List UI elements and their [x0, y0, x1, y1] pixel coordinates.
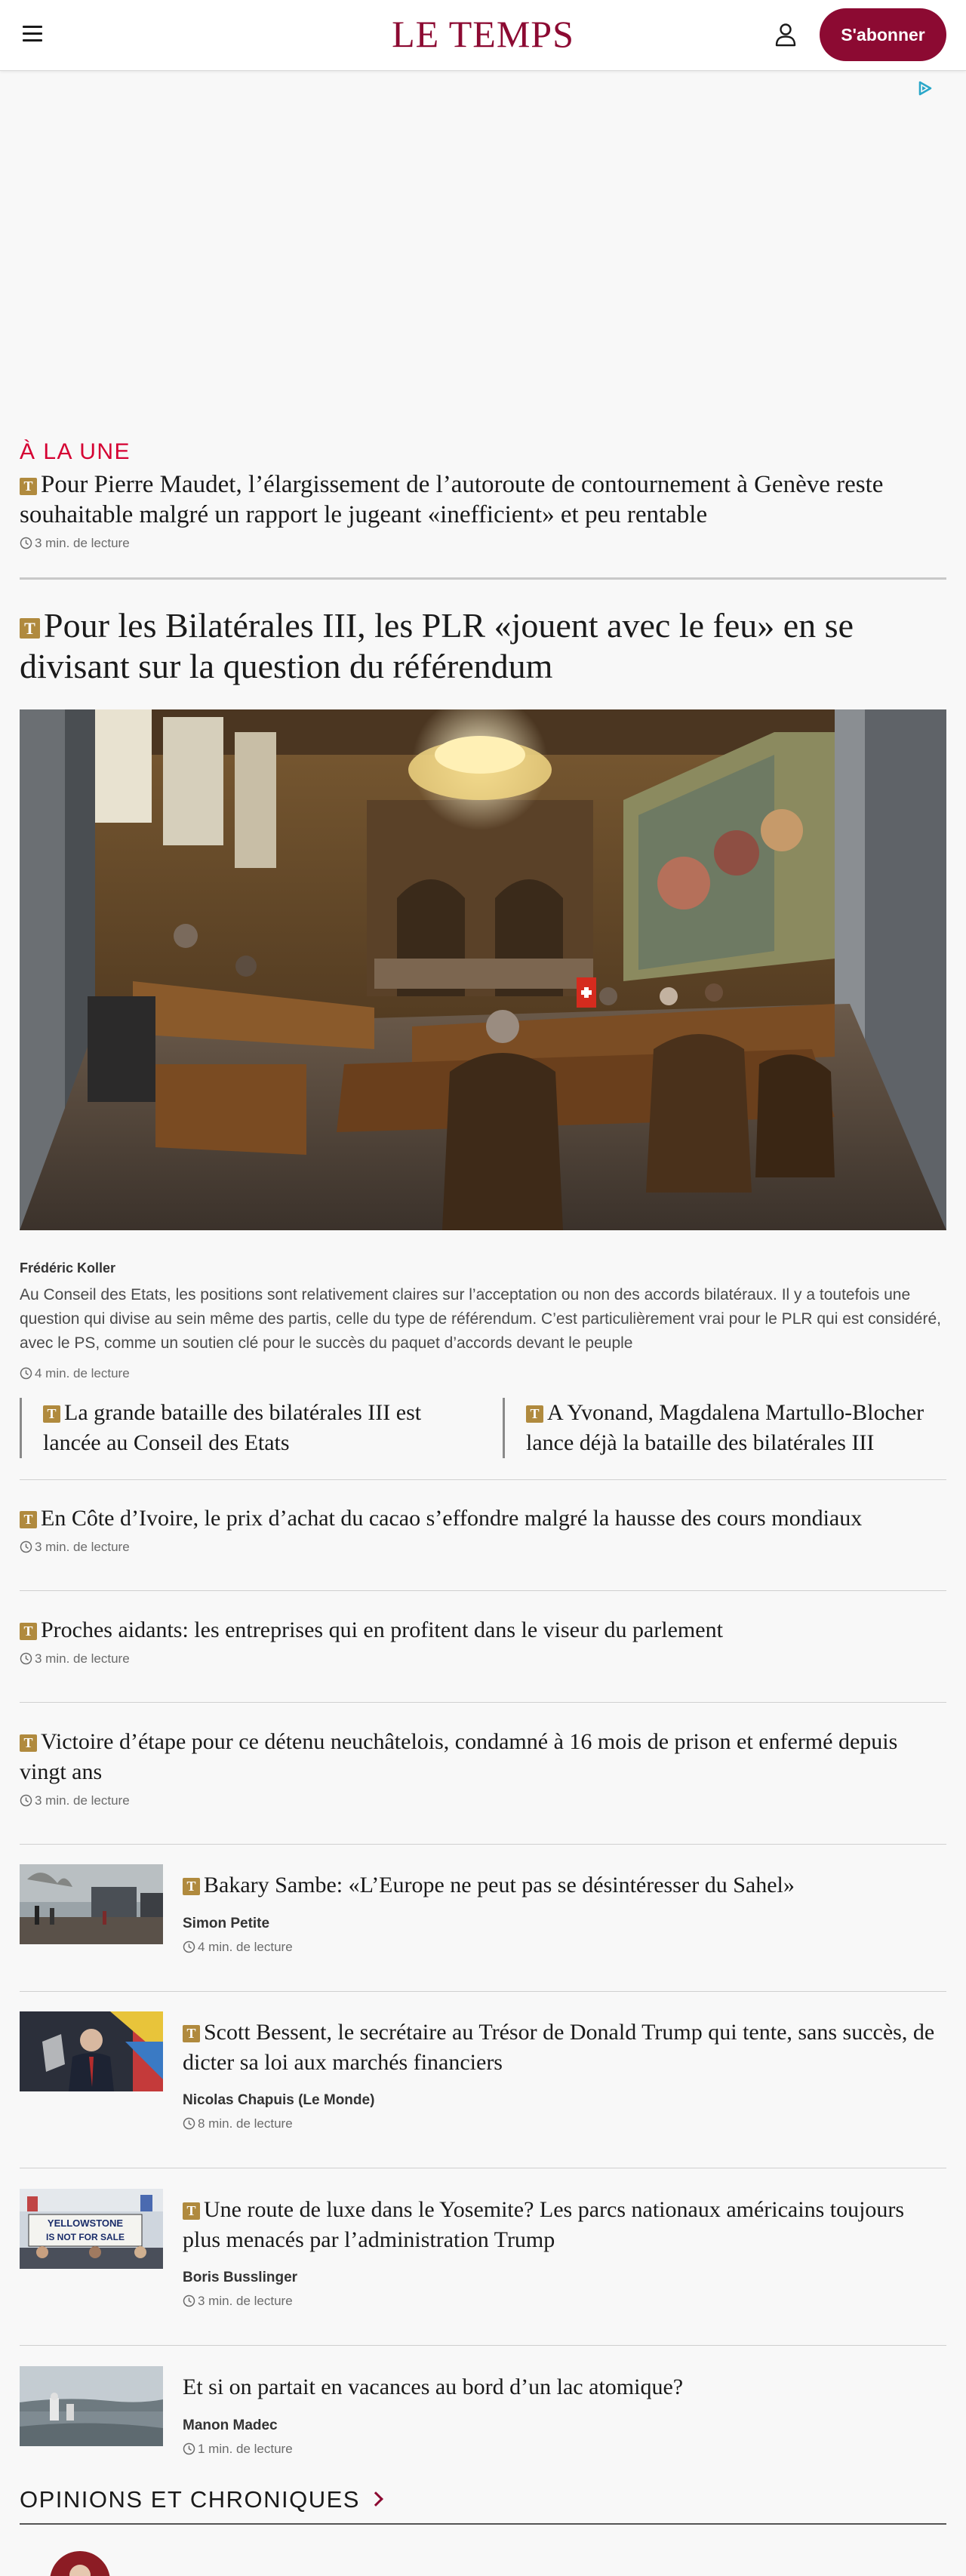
premium-icon: T: [526, 1405, 543, 1423]
clock-icon: [183, 2294, 195, 2307]
lead-article-image[interactable]: [20, 709, 946, 1230]
article-read-time: [20, 1651, 130, 1667]
divider: [20, 2345, 946, 2346]
article-title: Proches aidants: les entreprises qui en profitent dans le viseur du parlement: [41, 1617, 723, 1642]
protest-sign-text-2: IS NOT FOR SALE: [45, 2232, 125, 2242]
top-article-headline[interactable]: [20, 469, 946, 530]
user-account-icon[interactable]: [774, 23, 797, 47]
article-thumbnail[interactable]: [20, 2189, 163, 2269]
clock-icon: [20, 1367, 32, 1380]
article-headline[interactable]: [183, 1870, 946, 1900]
read-time-text: 1 min. de lecture: [198, 2442, 293, 2456]
article-title: En Côte d’Ivoire, le prix d’achat du cacao s’effondre malgré la hausse des cours mondiaux: [41, 1506, 863, 1531]
article-headline[interactable]: [183, 2372, 946, 2402]
read-time-text: 3 min. de lecture: [35, 1540, 130, 1554]
adchoices-icon[interactable]: [916, 80, 933, 97]
premium-icon: T: [20, 1734, 37, 1752]
top-article-title: Pour Pierre Maudet, l’élargissement de l’autoroute de contournement à Genève reste souhaitable malgré un rapport le jugeant «inefficient» et peu rentable: [20, 471, 884, 528]
section-label-a-la-une: À LA UNE: [20, 439, 131, 464]
article-author[interactable]: Nicolas Chapuis (Le Monde): [183, 2092, 375, 2108]
divider: [20, 1844, 946, 1845]
divider: [20, 1479, 946, 1480]
premium-icon: T: [43, 1405, 60, 1423]
related-article-title: A Yvonand, Magdalena Martullo-Blocher lance déjà la bataille des bilatérales III: [526, 1400, 924, 1455]
article-title: Et si on partait en vacances au bord d’un lac atomique?: [183, 2374, 684, 2399]
article-headline[interactable]: [20, 1615, 946, 1645]
advertisement-slot: [0, 71, 966, 426]
read-time-text: 4 min. de lecture: [35, 1366, 130, 1380]
divider: [20, 1991, 946, 1992]
clock-icon: [20, 1540, 32, 1553]
article-title: Victoire d’étape pour ce détenu neuchâtelois, condamné à 16 mois de prison et enfermé depuis vingt ans: [20, 1729, 898, 1784]
menu-icon[interactable]: [23, 26, 42, 42]
read-time-text: 3 min. de lecture: [35, 536, 130, 550]
premium-icon: T: [20, 618, 40, 639]
columnist-avatar[interactable]: [50, 2551, 110, 2576]
divider: [20, 1590, 946, 1591]
article-read-time: [183, 2442, 293, 2457]
article-thumbnail[interactable]: [20, 2011, 163, 2091]
clock-icon: [20, 1794, 32, 1807]
article-thumbnail[interactable]: [20, 2366, 163, 2446]
article-headline[interactable]: [20, 1503, 946, 1534]
related-article-1[interactable]: [20, 1398, 442, 1458]
top-article-read-time: [20, 536, 130, 551]
lead-article-description: Au Conseil des Etats, les positions sont relativement claires sur l’acceptation ou non des accords bilatéraux. Il y a toutefois une question qui divise au sein même des partis, celle du type de référendum. C’est particulièrement vrai pour le PLR qui est considéré, avec le PS, comme un soutien clé pour le succès du paquet d’accords devant le peuple: [20, 1286, 941, 1352]
read-time-text: 3 min. de lecture: [35, 1793, 130, 1808]
lead-article-headline[interactable]: [20, 605, 946, 687]
top-navigation-bar: [0, 0, 966, 71]
lead-article-title: Pour les Bilatérales III, les PLR «jouent avec le feu» en se divisant sur la question du référendum: [20, 606, 854, 685]
article-title: Bakary Sambe: «L’Europe ne peut pas se désintéresser du Sahel»: [204, 1873, 795, 1897]
article-read-time: [20, 1540, 130, 1555]
related-article-title: La grande bataille des bilatérales III est lancée au Conseil des Etats: [43, 1400, 422, 1455]
article-thumbnail[interactable]: [20, 1864, 163, 1944]
read-time-text: 4 min. de lecture: [198, 1940, 293, 1954]
clock-icon: [20, 537, 32, 549]
article-headline[interactable]: [183, 2195, 946, 2255]
article-headline[interactable]: [20, 1727, 946, 1787]
chevron-right-icon: [368, 2491, 383, 2507]
article-title: Scott Bessent, le secrétaire au Trésor de Donald Trump qui tente, sans succès, de dicter sa loi aux marchés financiers: [183, 2020, 935, 2075]
article-read-time: [20, 1793, 130, 1808]
article-title: Une route de luxe dans le Yosemite? Les parcs nationaux américains toujours plus menacés par l’administration Trump: [183, 2197, 905, 2252]
clock-icon: [183, 2117, 195, 2130]
related-article-2[interactable]: [503, 1398, 948, 1458]
protest-sign-text-1: YELLOWSTONE: [47, 2217, 124, 2229]
premium-icon: T: [183, 2202, 200, 2220]
premium-icon: T: [20, 1623, 37, 1640]
clock-icon: [183, 2442, 195, 2455]
clock-icon: [183, 1940, 195, 1953]
premium-icon: T: [20, 478, 37, 495]
opinions-section-title: OPINIONS ET CHRONIQUES: [20, 2486, 360, 2513]
clock-icon: [20, 1652, 32, 1665]
premium-icon: T: [183, 1878, 200, 1895]
article-read-time: [183, 2116, 293, 2131]
read-time-text: 3 min. de lecture: [35, 1651, 130, 1666]
article-author[interactable]: Simon Petite: [183, 1916, 270, 1931]
article-read-time: [183, 1940, 293, 1955]
divider: [20, 577, 946, 580]
article-author[interactable]: Boris Busslinger: [183, 2270, 298, 2285]
premium-icon: T: [183, 2025, 200, 2042]
photo-credit: Frédéric Koller: [20, 1260, 116, 1276]
read-time-text: 8 min. de lecture: [198, 2116, 293, 2131]
subscribe-button[interactable]: S'abonner: [820, 8, 946, 61]
divider: [20, 1702, 946, 1703]
divider: [20, 2523, 946, 2525]
opinions-section-link[interactable]: [20, 2486, 381, 2513]
logo-text[interactable]: LE TEMPS: [392, 13, 574, 55]
article-read-time: [183, 2294, 293, 2309]
article-author[interactable]: Manon Madec: [183, 2418, 278, 2433]
read-time-text: 3 min. de lecture: [198, 2294, 293, 2308]
premium-icon: T: [20, 1511, 37, 1528]
lead-article-read-time: [20, 1366, 130, 1381]
article-headline[interactable]: [183, 2017, 946, 2078]
